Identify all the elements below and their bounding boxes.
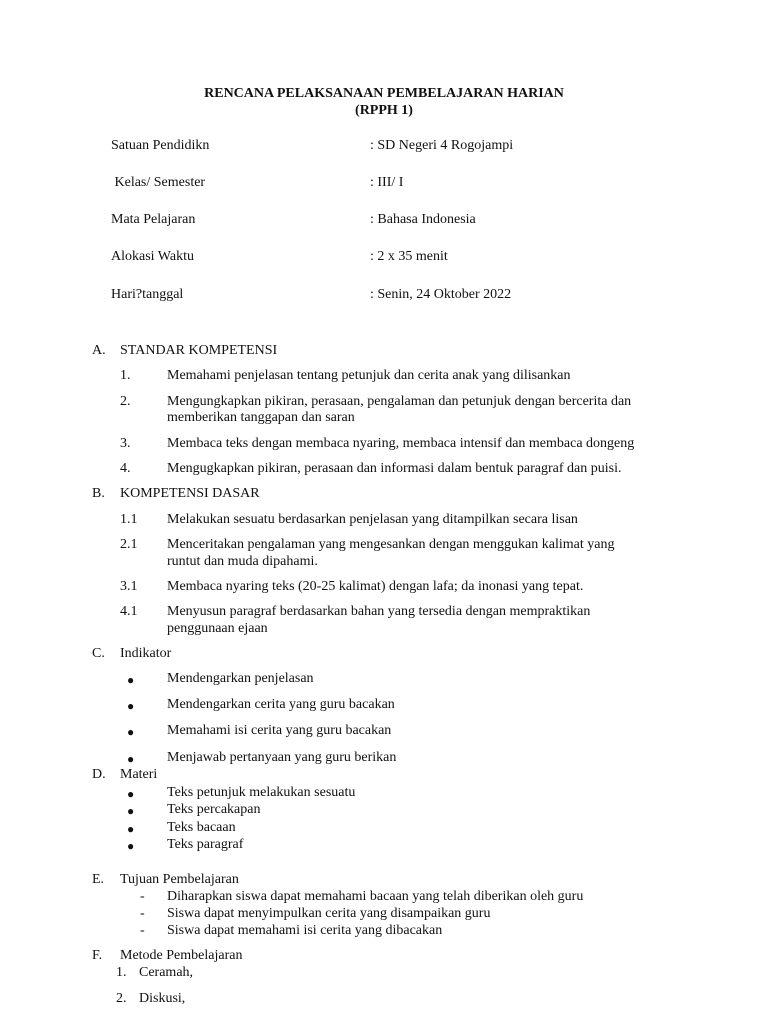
list-item: Mendengarkan cerita yang guru bacakan [167, 697, 395, 712]
identity-label: Kelas/ Semester [111, 175, 206, 190]
item-text: Mengungkapkan pikiran, perasaan, pengalaman dan petunjuk dengan bercerita dan [167, 394, 632, 409]
bullet-icon: ● [127, 787, 135, 801]
item-text: Melakukan sesuatu berdasarkan penjelasan yang ditampilkan secara lisan [167, 512, 578, 527]
document-subtitle: (RPPH 1) [355, 103, 413, 118]
list-item: Ceramah, [139, 965, 194, 980]
identity-value: : III/ I [370, 175, 404, 190]
item-number: 4.1 [120, 604, 138, 619]
list-item: Siswa dapat memahami isi cerita yang dibacakan [167, 923, 443, 938]
section-letter: E. [92, 872, 105, 887]
list-item: Menjawab pertanyaan yang guru berikan [167, 750, 397, 765]
list-item: Mendengarkan penjelasan [167, 671, 314, 686]
section-letter: C. [92, 646, 105, 661]
section-title: KOMPETENSI DASAR [120, 486, 260, 501]
identity-value: : Senin, 24 Oktober 2022 [370, 287, 512, 302]
section-title: Materi [120, 767, 158, 782]
document-title: RENCANA PELAKSANAAN PEMBELAJARAN HARIAN [204, 86, 564, 101]
list-item: Teks petunjuk melakukan sesuatu [167, 785, 356, 800]
item-number: 2. [120, 394, 131, 409]
identity-value: : Bahasa Indonesia [370, 212, 476, 227]
identity-label: Alokasi Waktu [111, 249, 194, 264]
item-text: Mengugkapkan pikiran, perasaan dan informasi dalam bentuk paragraf dan puisi. [167, 461, 622, 476]
section-title: Metode Pembelajaran [120, 948, 243, 963]
item-text: Memahami penjelasan tentang petunjuk dan cerita anak yang dilisankan [167, 368, 571, 383]
item-number: 1. [120, 368, 131, 383]
identity-value: : SD Negeri 4 Rogojampi [370, 138, 514, 153]
section-letter: A. [92, 343, 106, 358]
identity-label: Satuan Pendidikn [111, 138, 210, 153]
list-item: Siswa dapat menyimpulkan cerita yang disampaikan guru [167, 906, 491, 921]
section-title: Indikator [120, 646, 172, 661]
identity-label: Mata Pelajaran [111, 212, 196, 227]
bullet-icon: ● [127, 699, 135, 713]
list-item: Memahami isi cerita yang guru bacakan [167, 723, 392, 738]
item-number: 4. [120, 461, 131, 476]
item-number: 2. [116, 991, 127, 1006]
identity-label: Hari?tanggal [111, 287, 184, 302]
item-number: 3.1 [120, 579, 138, 594]
bullet-icon: ● [127, 822, 135, 836]
item-text: Menceritakan pengalaman yang mengesankan dengan menggukan kalimat yang [167, 537, 615, 552]
dash-icon: - [140, 923, 145, 938]
list-item: Diskusi, [139, 991, 186, 1006]
section-letter: F. [92, 948, 103, 963]
list-item: Teks paragraf [167, 837, 244, 852]
item-text: Menyusun paragraf berdasarkan bahan yang tersedia dengan mempraktikan [167, 604, 591, 619]
item-number: 1.1 [120, 512, 138, 527]
bullet-icon: ● [127, 725, 135, 739]
section-letter: D. [92, 767, 106, 782]
item-text: Membaca teks dengan membaca nyaring, membaca intensif dan membaca dongeng [167, 436, 635, 451]
item-number: 1. [116, 965, 127, 980]
list-item: Teks percakapan [167, 802, 261, 817]
item-number: 2.1 [120, 537, 138, 552]
list-item: Diharapkan siswa dapat memahami bacaan yang telah diberikan oleh guru [167, 889, 584, 904]
section-title: Tujuan Pembelajaran [120, 872, 239, 887]
item-text-continued: penggunaan ejaan [167, 621, 268, 636]
bullet-icon: ● [127, 752, 135, 766]
identity-value: : 2 x 35 menit [370, 249, 448, 264]
dash-icon: - [140, 906, 145, 921]
item-number: 3. [120, 436, 131, 451]
section-letter: B. [92, 486, 105, 501]
dash-icon: - [140, 889, 145, 904]
item-text-continued: runtut dan muda dipahami. [167, 554, 318, 569]
item-text-continued: memberikan tanggapan dan saran [167, 410, 355, 425]
item-text: Membaca nyaring teks (20-25 kalimat) dengan lafa; da inonasi yang tepat. [167, 579, 584, 594]
list-item: Teks bacaan [167, 820, 236, 835]
bullet-icon: ● [127, 804, 135, 818]
bullet-icon: ● [127, 673, 135, 687]
bullet-icon: ● [127, 839, 135, 853]
section-title: STANDAR KOMPETENSI [120, 343, 278, 358]
